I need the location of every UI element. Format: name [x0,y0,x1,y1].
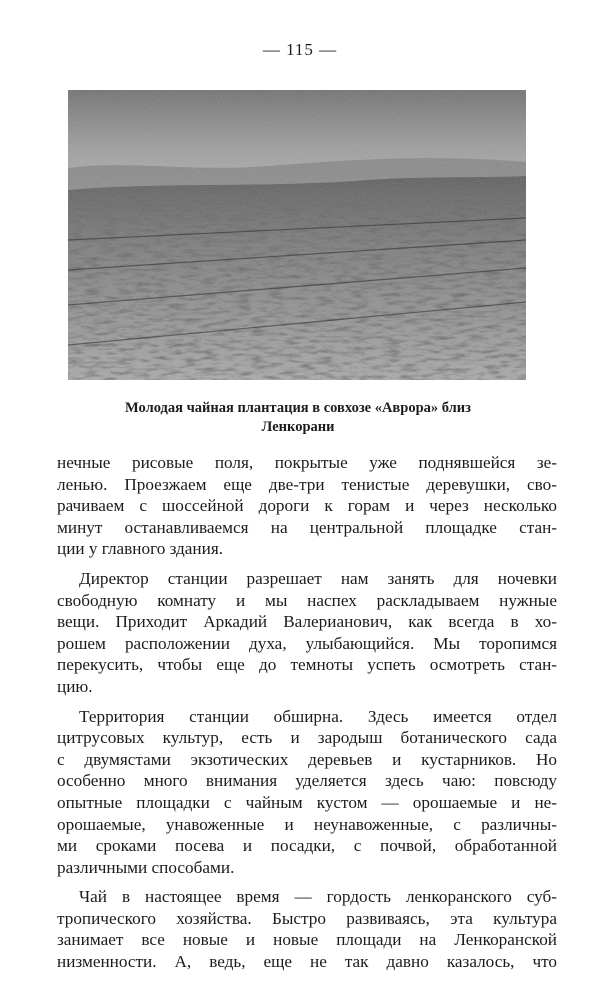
text-line: цию. [57,676,93,696]
text-line: цитрусовых культур, есть и зародыш ботанического сада [57,728,557,748]
text-line: различными способами. [57,857,235,877]
text-line: низменности. А, ведь, еще не так давно казалось, что [57,952,557,972]
text-line: вещи. Приходит Аркадий Валерианович, как всегда в хо- [57,612,557,632]
text-line: орошаемые, унавоженные и неунавоженные, с различны- [57,814,557,834]
paragraph [57,886,557,972]
plantation-photo [68,90,526,380]
text-line: Территория станции обширна. Здесь имеется отдел [79,706,557,726]
text-line: тропического хозяйства. Быстро развиваясь, эта культура [57,908,557,928]
text-line: ленью. Проезжаем еще две-три тенистые деревушки, сво- [57,474,557,494]
text-line: рошем расположении духа, улыбающийся. Мы торопимся [57,633,557,653]
text-line: Чай в настоящее время — гордость ленкоранского суб- [79,887,557,907]
text-line: ми сроками посева и посадки, с почвой, обработанной [57,836,557,856]
text-line: минут останавливаемся на центральной площадке стан- [57,517,557,537]
paragraph [57,706,557,879]
text-line: особенно много внимания уделяется здесь чаю: повсюду [57,771,557,791]
text-line: рачиваем с шоссейной дороги к горам и через несколько [57,496,557,516]
text-line: нечные рисовые поля, покрытые уже поднявшейся зе- [57,453,557,472]
text-line: занимает все новые и новые площади на Ленкоранской [57,930,557,950]
text-line: перекусить, чтобы еще до темноты успеть осмотреть стан- [57,655,557,675]
text-line: с двумястами экзотических деревьев и кустарников. Но [57,749,557,769]
text-line: свободную комнату и мы наспех раскладываем нужные [57,590,557,610]
page-number: — 115 — [262,40,338,59]
figure-caption [70,399,526,437]
caption-line: Ленкорани [261,419,335,435]
body-text [57,452,557,981]
paragraph [57,452,557,560]
paragraph [57,568,557,698]
text-line: ции у главного здания. [57,539,224,559]
caption-line: Молодая чайная плантация в совхозе «Аврора» близ [125,400,471,416]
text-line: Директор станции разрешает нам занять для ночевки [79,568,557,588]
text-line: опытные площадки с чайным кустом — орошаемые и не- [57,792,557,812]
